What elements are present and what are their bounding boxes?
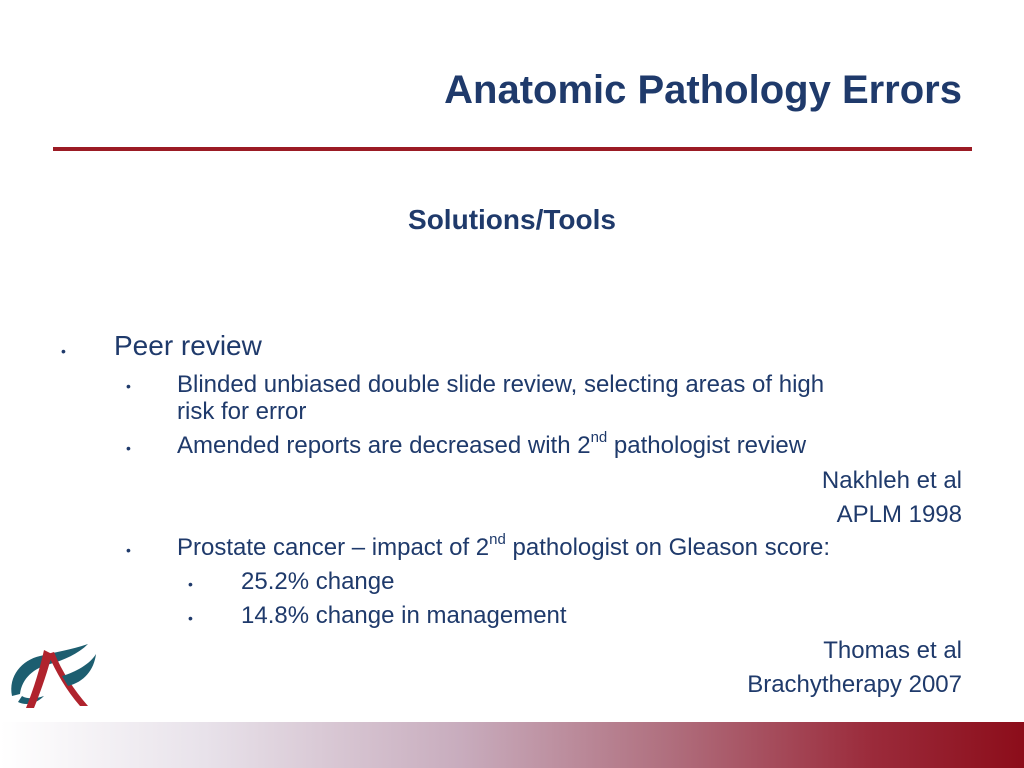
bullet-marker: • bbox=[126, 378, 131, 394]
sub-bullet-blinded-review-line1: Blinded unbiased double slide review, selecting areas of high bbox=[177, 371, 825, 398]
prostate-cancer-text: Prostate cancer – impact of 2 bbox=[177, 534, 490, 561]
title-divider bbox=[53, 147, 972, 151]
sub-bullet-prostate-cancer bbox=[177, 531, 831, 562]
slide-subtitle: Solutions/Tools bbox=[408, 204, 616, 235]
citation-author: Nakhleh et al bbox=[821, 467, 962, 494]
sub-sub-bullet-management: 14.8% change in management bbox=[241, 602, 567, 629]
bullet-peer-review: Peer review bbox=[114, 330, 262, 361]
citation-source: APLM 1998 bbox=[836, 501, 962, 528]
slide-title: Anatomic Pathology Errors bbox=[444, 68, 962, 112]
bullet-marker: • bbox=[126, 542, 131, 558]
sub-sub-bullet-change: 25.2% change bbox=[241, 568, 395, 595]
footer-gradient-bar bbox=[0, 722, 1024, 768]
prostate-cancer-text-end: pathologist on Gleason score: bbox=[505, 534, 831, 561]
amended-reports-text: Amended reports are decreased with 2 bbox=[177, 432, 591, 459]
citation-source: Brachytherapy 2007 bbox=[747, 671, 962, 698]
citation-author: Thomas et al bbox=[823, 637, 962, 664]
ordinal-superscript: nd bbox=[489, 531, 506, 548]
bullet-marker: • bbox=[61, 343, 66, 359]
sub-bullet-blinded-review-line2: risk for error bbox=[177, 398, 307, 425]
ordinal-superscript: nd bbox=[590, 429, 608, 446]
sub-bullet-amended-reports bbox=[177, 429, 807, 460]
bullet-marker: • bbox=[188, 610, 193, 626]
amended-reports-text-end: pathologist review bbox=[607, 432, 807, 459]
bullet-marker: • bbox=[126, 440, 131, 456]
bullet-marker: • bbox=[188, 576, 193, 592]
stylized-a-logo-icon bbox=[4, 636, 100, 716]
